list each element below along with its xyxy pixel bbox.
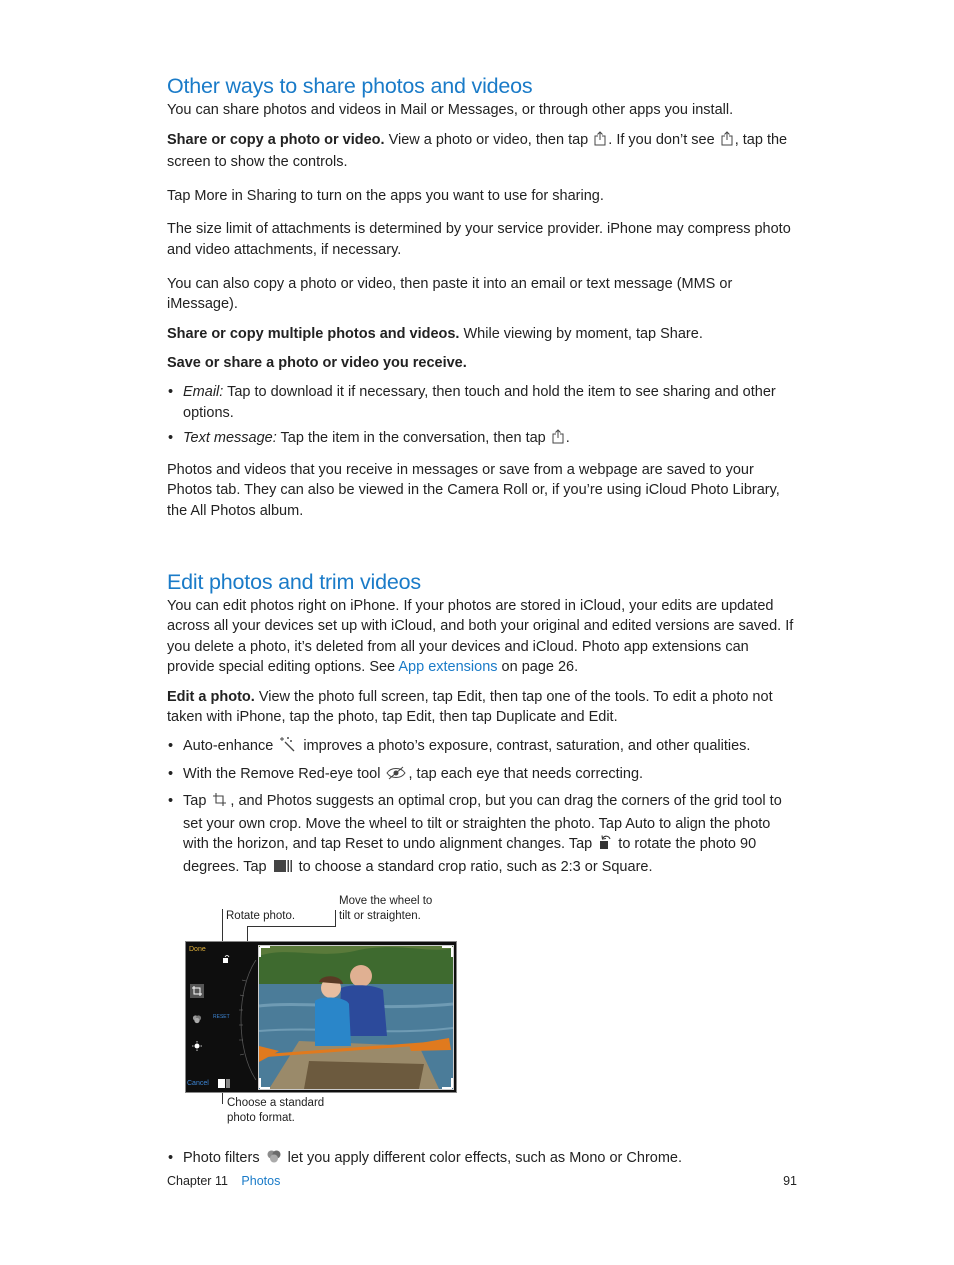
rotate-icon — [598, 834, 612, 857]
edited-photo — [258, 945, 454, 1090]
page-number: 91 — [783, 1174, 797, 1188]
adjust-icon[interactable] — [192, 1038, 202, 1056]
edit-photo-paragraph: Edit a photo. View the photo full screen, tap Edit, then tap one of the tools. To edit a photo not taken with iPhone, tap the photo, tap Edit, then tap Duplicate and Edit. — [167, 688, 773, 726]
app-extensions-link[interactable]: App extensions — [398, 659, 498, 676]
edit-bullet-list — [167, 736, 797, 880]
red-eye-icon — [386, 766, 406, 787]
footer-section-link[interactable]: Photos — [241, 1174, 281, 1188]
save-share-lead: Save or share a photo or video you receive. — [167, 355, 467, 372]
aspect-ratio-icon — [273, 858, 293, 880]
list-item: • Tap , and Photos suggests an optimal crop, but you can drag the corners of the grid tool to set your own crop. Move the wheel to tilt or straighten the photo. Tap Auto to align the photo with the horizon, and tap Reset to undo alignment changes. Tap to rotate the photo 90 degrees. Tap to choose a standard crop ratio, such as 2:3 or Square. — [167, 791, 797, 879]
reset-button[interactable]: RESET — [213, 1013, 230, 1020]
share-icon — [721, 131, 733, 153]
callout-wheel: Move the wheel to tilt or straighten. — [339, 894, 433, 922]
cancel-button[interactable]: Cancel — [187, 1079, 209, 1087]
list-item: • Email: Tap to download it if necessary, then touch and hold the item to see sharing and other options. — [168, 383, 776, 421]
received-paragraph: Photos and videos that you receive in messages or save from a webpage are saved to your Photos tab. They can also be viewed in the Camera Roll or, if you’re using iCloud Photo Library, the All Photos album. — [167, 461, 780, 519]
callout-rotate: Rotate photo. — [226, 909, 296, 922]
done-button[interactable]: Done — [189, 945, 206, 953]
share-icon — [552, 429, 564, 451]
callout-format: Choose a standard photo format. — [227, 1096, 325, 1124]
page-content — [167, 72, 797, 1175]
share-multiple-paragraph: Share or copy multiple photos and videos. While viewing by moment, tap Share. — [167, 325, 703, 342]
tilt-wheel[interactable] — [216, 960, 258, 1080]
size-limit-paragraph: The size limit of attachments is determined by your service provider. iPhone may compress photo and video attachments, if necessary. — [167, 221, 791, 258]
crop-tool-figure — [167, 896, 797, 1146]
share-intro: You can share photos and videos in Mail or Messages, or through other apps you install. — [167, 102, 734, 118]
leader-line — [335, 910, 336, 927]
section-heading-share: Other ways to share photos and videos — [167, 74, 533, 98]
filters-icon — [266, 1149, 282, 1171]
filters-icon[interactable] — [192, 1011, 202, 1029]
receive-bullet-list — [167, 382, 797, 451]
share-copy-paragraph: Share or copy a photo or video. View a photo or video, then tap . If you don’t see , tap the screen to show the controls. — [167, 131, 788, 171]
footer-chapter: Chapter 11 — [167, 1174, 228, 1188]
filters-bullet-list — [167, 1148, 797, 1171]
edit-intro: You can edit photos right on iPhone. If your photos are stored in iCloud, your edits are updated across all your devices set up with iCloud, and both your original and edited versions are saved. If you delete a photo, it’s deleted from all your devices and iCloud. Photo app extensions can provide special editing options. See App extensions on page 26. — [167, 597, 794, 676]
share-copy-lead: Share or copy a photo or video. — [167, 131, 385, 148]
edit-sidebar — [186, 942, 256, 1092]
list-item: • Auto-enhance improves a photo’s exposure, contrast, saturation, and other qualities. — [167, 736, 797, 759]
crop-icon — [212, 792, 228, 814]
list-item: • Photo filters let you apply different color effects, such as Mono or Chrome. — [167, 1148, 797, 1171]
list-item: • With the Remove Red-eye tool , tap each eye that needs correcting. — [167, 764, 797, 787]
crop-icon[interactable] — [190, 984, 204, 1003]
page-footer — [167, 1173, 797, 1189]
copy-paste-paragraph: You can also copy a photo or video, then paste it into an email or text message (MMS or iMessage). — [167, 275, 733, 313]
leader-line — [247, 926, 335, 927]
section-heading-edit: Edit photos and trim videos — [167, 569, 421, 594]
magic-wand-icon — [279, 736, 297, 759]
iphone-edit-screen — [185, 941, 457, 1093]
more-sharing-paragraph: Tap More in Sharing to turn on the apps you want to use for sharing. — [167, 187, 604, 204]
list-item: • Text message: Tap the item in the conversation, then tap . — [167, 428, 797, 451]
share-icon — [594, 131, 606, 153]
